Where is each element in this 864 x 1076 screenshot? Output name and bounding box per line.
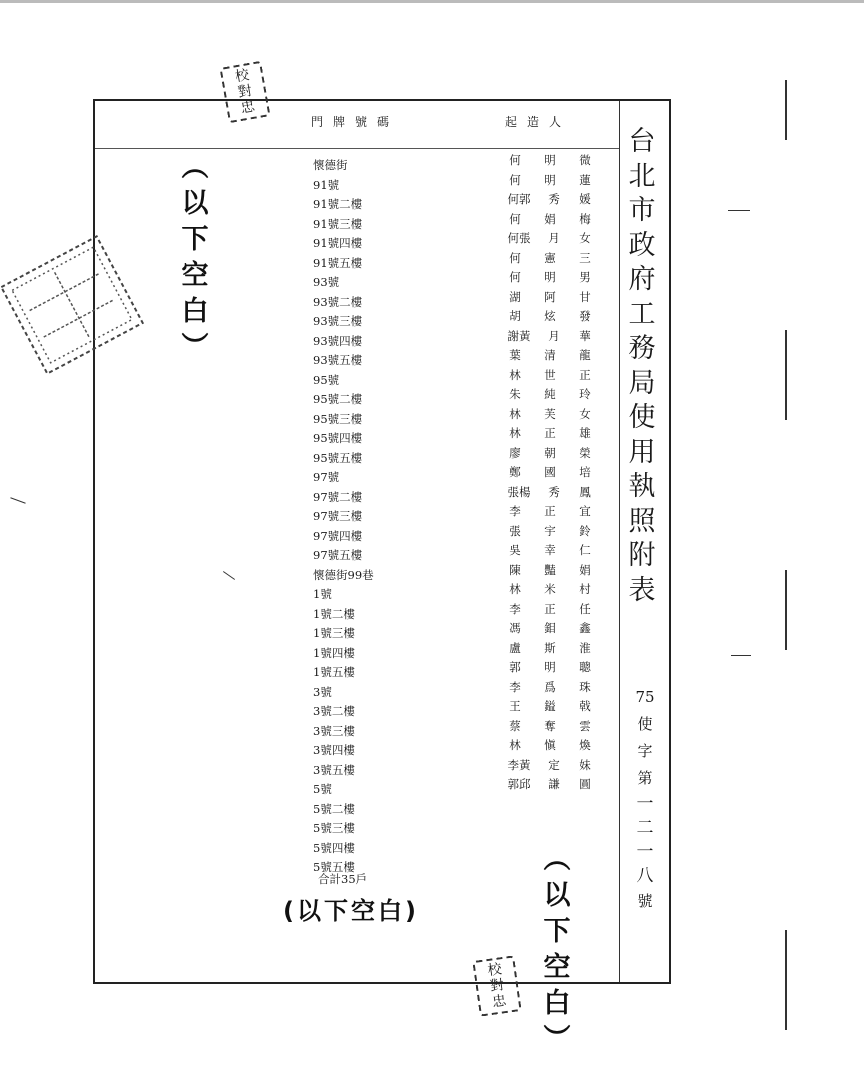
address-row: 95號三樓 [313,411,363,426]
builder-name-part: 愼 [544,738,556,752]
builder-name-part: 朱 [509,387,521,401]
builder-name-part: 馮 [509,621,521,635]
address-row: 3號三樓 [313,723,355,738]
builder-row [505,678,595,698]
builder-name-part: 梅 [579,211,591,226]
builder-name-part: 鈴 [579,523,591,538]
builder-name-part: 鳳 [579,484,591,499]
builder-name-part: 正 [544,426,556,440]
handwritten-blank-note-right: ︵ 以 下 空 白 ︶ [543,844,571,1055]
address-row: 91號二樓 [313,197,363,211]
address-row: 懷德街99巷 [313,567,374,582]
household-total: 合計35戶 [318,872,368,886]
address-row: 5號三樓 [313,821,355,835]
permit-number [631,684,659,915]
builder-name-part: 月 [548,231,560,245]
builder-name-part: 女 [579,406,591,421]
builder-name-part: 正 [544,601,556,616]
builder-name-part: 李 [509,504,521,518]
builder-name-part: 培 [579,465,591,479]
builder-name-part: 朝 [544,445,556,460]
builder-name-part: 廖 [509,445,521,460]
builder-row [505,385,595,405]
proofread-seal-top: 校 對 忠 [219,61,270,123]
address-column-header: 門牌號碼 [311,115,400,129]
builder-name-part: 玲 [579,387,591,401]
builder-name-part: 戟 [579,699,591,713]
builder-name-part: 定 [548,757,560,772]
address-row: 93號二樓 [313,294,363,309]
builder-name-part: 郭 [509,660,521,674]
builder-name-part: 憲 [544,250,556,265]
scan-mark [731,655,751,656]
builder-name-part: 鉬 [544,621,556,635]
builder-row [505,717,595,737]
address-row: 93號三樓 [313,314,363,328]
builder-name-part: 圓 [579,777,591,791]
builder-name-part: 媛 [579,192,591,206]
address-row: 97號 [313,470,340,484]
address-row: 5號 [313,782,332,796]
builder-name-part: 雲 [579,718,591,733]
builder-name-part: 林 [509,582,521,596]
builder-name-part: 葉 [509,348,521,362]
builder-name-part: 奪 [544,718,556,733]
builder-row [505,600,595,620]
builder-name-part: 王 [509,699,521,713]
address-row: 1號 [313,587,332,601]
builder-name-part: 李 [509,679,521,694]
permit-prefix: 第 [637,769,653,787]
builder-name-part: 吳 [509,543,521,557]
builder-name-part: 何 [509,250,521,265]
address-row: 1號五樓 [313,665,355,679]
address-row: 95號 [313,372,340,387]
builder-column-header: 起造人 [505,115,572,129]
builder-name-part: 男 [579,270,591,284]
builder-name-part: 正 [579,367,591,382]
scan-mark [785,330,787,420]
builder-name-part: 芙 [544,406,556,421]
scan-mark [785,930,787,1030]
address-row: 93號 [313,275,340,289]
builder-name-part: 阿 [544,289,556,304]
builder-name-part: 何 [509,153,521,167]
builder-row [505,327,595,347]
builder-row [505,483,595,503]
builder-name-part: 榮 [579,445,591,460]
builder-name-part: 世 [544,367,556,382]
builder-row [505,580,595,600]
builder-name-part: 娟 [579,562,591,577]
builder-row [505,288,595,308]
address-row: 91號 [313,177,340,192]
builder-name-part: 林 [509,738,521,752]
builder-name-part: 豔 [544,562,556,577]
builder-row [505,502,595,522]
permit-serial: 一 二 一 八 [636,794,654,886]
builder-name-part: 龍 [579,348,591,362]
builder-name-part: 微 [579,153,591,167]
address-row: 95號二樓 [313,392,363,406]
builder-row [505,775,595,795]
builder-name-part: 發 [579,309,591,323]
builder-name-part: 斯 [544,640,556,655]
address-row: 3號四樓 [313,743,355,757]
builder-row [505,463,595,483]
builder-name-part: 盧 [509,640,521,655]
document-title: 台 北 市 政 府 工 務 局 使 用 執 照 附 表 [628,126,656,606]
builder-name-part: 郭邱 [507,777,531,791]
address-row: 97號五樓 [313,548,363,562]
scan-edge [0,0,864,3]
builder-name-part: 何 [509,211,521,226]
handwritten-blank-note-left: ︵ 以 下 空 白 ︶ [181,152,209,363]
builder-row [505,522,595,542]
builder-row [505,658,595,678]
scan-mark [728,210,750,211]
builder-row [505,190,595,210]
scan-mark [785,80,787,140]
builder-name-part: 聰 [579,660,591,674]
proofread-seal-bottom: 校 對 忠 [472,955,521,1016]
builder-name-part: 幸 [544,543,556,557]
builder-name-part: 華 [579,328,591,343]
builder-row [505,561,595,581]
builder-name-part: 林 [509,406,521,421]
address-row: 1號四樓 [313,645,355,660]
builder-name-part: 娟 [544,211,556,226]
address-list [313,156,374,878]
builder-name-part: 正 [544,504,556,518]
builder-name-part: 純 [544,387,556,401]
builder-name-part: 明 [544,172,556,187]
builder-row [505,639,595,659]
address-row: 97號三樓 [313,509,363,523]
builder-row [505,171,595,191]
address-row: 5號五樓 [313,860,355,874]
address-row: 1號三樓 [313,626,355,640]
builder-name-part: 甘 [579,289,591,304]
builder-row [505,210,595,230]
builder-name-part: 鑫 [579,621,591,635]
scan-mark [10,497,25,503]
address-row: 91號五樓 [313,255,363,270]
builder-name-part: 鄭 [509,465,521,479]
builder-name-part: 月 [548,328,560,343]
builder-name-part: 明 [544,660,556,674]
builder-row [505,444,595,464]
builder-name-part: 林 [509,367,521,382]
builder-row [505,366,595,386]
address-row: 95號五樓 [313,450,363,465]
builder-name-part: 林 [509,426,521,440]
builder-row [505,249,595,269]
builder-name-part: 煥 [579,738,591,752]
builder-name-part: 秀 [548,484,560,499]
builder-name-part: 湖 [509,289,521,304]
builder-list [505,151,595,795]
builder-row [505,151,595,171]
header-rule [95,148,619,149]
builder-name-part: 仁 [579,543,591,557]
builder-row [505,736,595,756]
builder-name-part: 妹 [579,757,591,772]
builder-name-part: 珠 [579,679,591,694]
address-row: 91號四樓 [313,236,363,250]
address-row: 1號二樓 [313,606,355,621]
builder-name-part: 李 [509,601,521,616]
builder-name-part: 李黃 [507,757,531,772]
address-row: 97號二樓 [313,489,363,504]
builder-name-part: 張 [509,523,521,538]
builder-row [505,229,595,249]
builder-name-part: 秀 [548,192,560,206]
builder-name-part: 謝黃 [507,328,531,343]
builder-row [505,307,595,327]
builder-name-part: 清 [544,348,556,362]
address-row: 95號四樓 [313,431,363,445]
permit-type-word: 字 [637,742,653,760]
builder-row [505,541,595,561]
title-column-rule [619,101,620,982]
builder-name-part: 何 [509,270,521,284]
address-row: 91號三樓 [313,216,363,231]
builder-name-part: 謙 [548,777,560,791]
address-row: 3號 [313,684,332,699]
builder-row [505,346,595,366]
builder-name-part: 胡 [509,309,521,323]
builder-name-part: 明 [544,153,556,167]
builder-name-part: 炫 [544,309,556,323]
address-row: 93號五樓 [313,353,363,367]
builder-name-part: 國 [544,465,556,479]
address-row: 3號五樓 [313,762,355,777]
permit-type-char: 使 [637,715,653,733]
builder-name-part: 宇 [544,523,556,538]
builder-name-part: 三 [579,250,591,265]
address-row: 93號四樓 [313,333,363,348]
builder-name-part: 明 [544,270,556,284]
builder-name-part: 米 [544,582,556,596]
builder-name-part: 村 [579,582,591,596]
handwritten-blank-note-bottom: (以下空白) [283,897,419,925]
builder-row [505,268,595,288]
address-row: 5號二樓 [313,801,355,816]
builder-name-part: 何郭 [507,192,531,206]
builder-name-part: 淮 [579,640,591,655]
builder-row [505,619,595,639]
address-row: 3號二樓 [313,704,355,718]
permit-year: 75 [635,688,655,706]
address-row: 懷德街 [313,158,348,172]
builder-row [505,424,595,444]
builder-name-part: 何 [509,172,521,187]
builder-name-part: 任 [579,601,591,616]
permit-suffix: 號 [637,892,653,910]
builder-name-part: 鎰 [544,699,556,713]
address-row: 5號四樓 [313,840,355,855]
builder-name-part: 何張 [507,231,531,245]
builder-row [505,756,595,776]
builder-name-part: 張楊 [507,484,531,499]
builder-row [505,405,595,425]
scan-mark [785,570,787,650]
builder-name-part: 雄 [579,426,591,440]
builder-name-part: 蓮 [579,172,591,187]
builder-row [505,697,595,717]
address-row: 97號四樓 [313,528,363,543]
builder-name-part: 宜 [579,504,591,518]
builder-name-part: 女 [579,231,591,245]
builder-name-part: 蔡 [509,718,521,733]
builder-name-part: 陳 [509,562,521,577]
builder-name-part: 爲 [544,679,556,694]
